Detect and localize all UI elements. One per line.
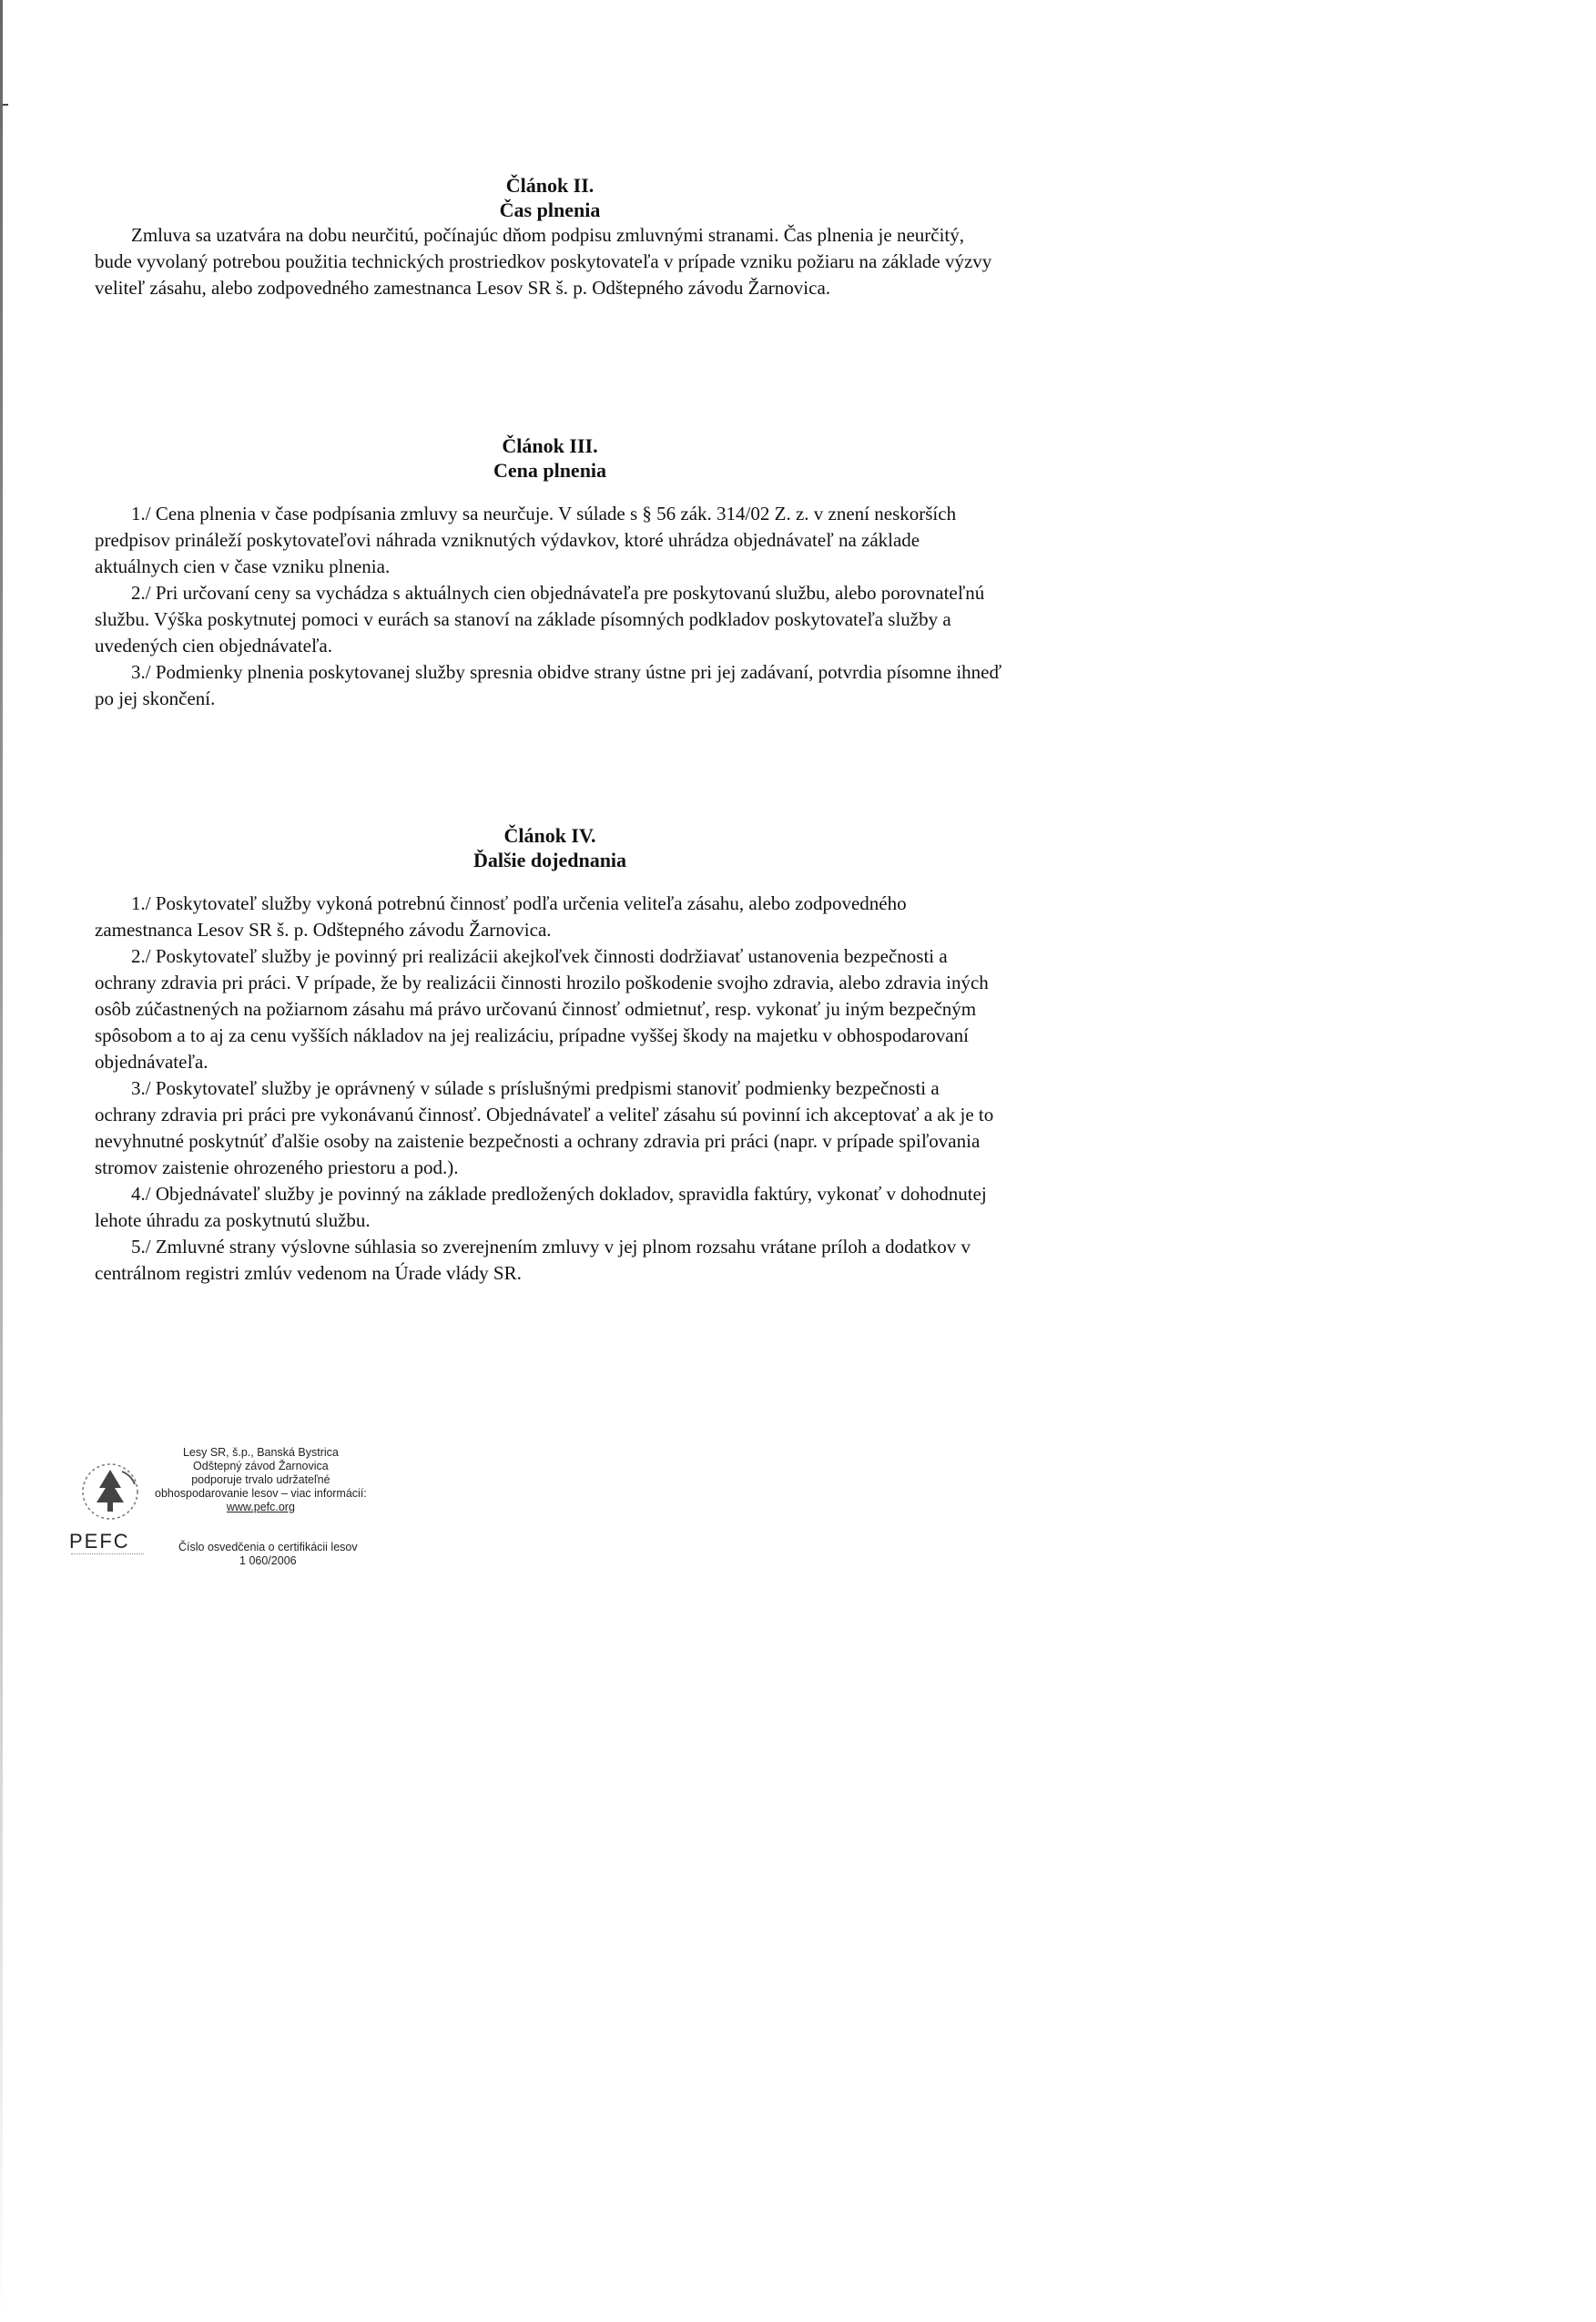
article-2-paragraph-1: Zmluva sa uzatvára na dobu neurčitú, počínajúc dňom podpisu zmluvnými stranami. Čas plnenia je neurčitý, bude vyvolaný potrebou použitia technických prostriedkov poskytovateľa v prípade vzniku požiaru na základe výzvy veliteľ zásahu, alebo zodpovedného zamestnanca Lesov SR š. p. Odštepného závodu Žarnovica. <box>95 224 992 299</box>
scan-tick-mark <box>3 104 8 106</box>
article-4 <box>95 823 1005 1287</box>
article-4-paragraph-4: 4./ Objednávateľ služby je povinný na základe predložených dokladov, spravidla faktúry, vykonať v dohodnutej lehote úhradu za poskytnutú službu. <box>95 1183 987 1231</box>
stamp-certificate <box>178 1541 358 1568</box>
pefc-subline <box>71 1553 144 1557</box>
pefc-certification-stamp <box>69 1446 415 1573</box>
article-3-paragraph-2: 2./ Pri určovaní ceny sa vychádza s aktuálnych cien objednávateľa pre poskytovanú službu, alebo porovnateľnú službu. Výška poskytnutej pomoci v eurách sa stanoví na základe písomných podkladov poskytovateľa služby a uvedených cien objednávateľa. <box>95 582 985 657</box>
article-2 <box>95 173 1005 301</box>
article-3-paragraph-1: 1./ Cena plnenia v čase podpísania zmluvy sa neurčuje. V súlade s § 56 zák. 314/02 Z. z. v znení neskorších predpisov prináleží poskytovateľovi náhrada vzniknutých výdavkov, ktoré uhrádza objednávateľ na základe aktuálnych cien v čase vzniku plnenia. <box>95 503 957 577</box>
stamp-line-3: podporuje trvalo udržateľné <box>191 1473 330 1486</box>
article-2-title: Článok II. <box>505 174 595 197</box>
article-4-paragraph-2: 2./ Poskytovateľ služby je povinný pri realizácii akejkoľvek činnosti dodržiavať ustanovenia bezpečnosti a ochrany zdravia pri práci. V prípade, že by realizácii činnosti hrozilo poškodenie svojho zdravia, alebo zdravia iných osôb zúčastnených na požiarnom zásahu má právo určovanú činnosť odmietnuť, resp. vykonať ju iným bezpečným spôsobom a to aj za cenu vyšších nákladov na jej realizáciu, prípadne vyššej škody na majetku v obhospodarovaní objednávateľa. <box>95 945 989 1073</box>
article-4-subtitle: Ďalšie dojednania <box>473 849 627 871</box>
scan-edge <box>0 0 3 2322</box>
article-4-title: Článok IV. <box>503 824 596 847</box>
stamp-line-1: Lesy SR, š.p., Banská Bystrica <box>182 1446 339 1459</box>
article-2-body <box>95 222 1005 301</box>
stamp-website: www.pefc.org <box>226 1501 295 1513</box>
article-2-subtitle: Čas plnenia <box>499 199 601 221</box>
article-4-paragraph-1: 1./ Poskytovateľ služby vykoná potrebnú činnosť podľa určenia veliteľa zásahu, alebo zodpovedného zamestnanca Lesov SR š. p. Odštepného závodu Žarnovica. <box>95 892 907 941</box>
article-3 <box>95 433 1005 712</box>
article-4-paragraph-3: 3./ Poskytovateľ služby je oprávnený v súlade s príslušnými predpismi stanoviť podmienky bezpečnosti a ochrany zdravia pri práci pre vykonávanú činnosť. Objednávateľ a veliteľ zásahu sú povinní ich akceptovať a ak je to nevyhnutné poskytnúť ďalšie osoby na zaistenie bezpečnosti a ochrany zdravia pri práci (napr. v prípade spiľovania stromov zaistenie ohrozeného priestoru a pod.). <box>95 1077 994 1178</box>
stamp-line-4: obhospodarovanie lesov – viac informácií: <box>155 1487 367 1500</box>
pefc-brand: PEFC <box>69 1530 130 1553</box>
stamp-text-block <box>155 1446 367 1514</box>
article-4-paragraph-5: 5./ Zmluvné strany výslovne súhlasia so zverejnením zmluvy v jej plnom rozsahu vrátane príloh a dodatkov v centrálnom registri zmlúv vedenom na Úrade vlády SR. <box>95 1236 971 1284</box>
article-3-title: Článok III. <box>502 434 598 457</box>
article-3-subtitle: Cena plnenia <box>493 459 607 482</box>
article-4-body <box>95 891 1005 1287</box>
pefc-tree-logo-icon <box>69 1453 151 1535</box>
stamp-cert-number: 1 060/2006 <box>239 1554 297 1567</box>
article-3-body <box>95 501 1005 712</box>
stamp-line-2: Odštepný závod Žarnovica <box>193 1460 329 1472</box>
stamp-cert-label: Číslo osvedčenia o certifikácii lesov <box>178 1541 358 1553</box>
article-3-paragraph-3: 3./ Podmienky plnenia poskytovanej služby spresnia obidve strany ústne pri jej zadávaní, potvrdia písomne ihneď po jej skončení. <box>95 661 1002 709</box>
